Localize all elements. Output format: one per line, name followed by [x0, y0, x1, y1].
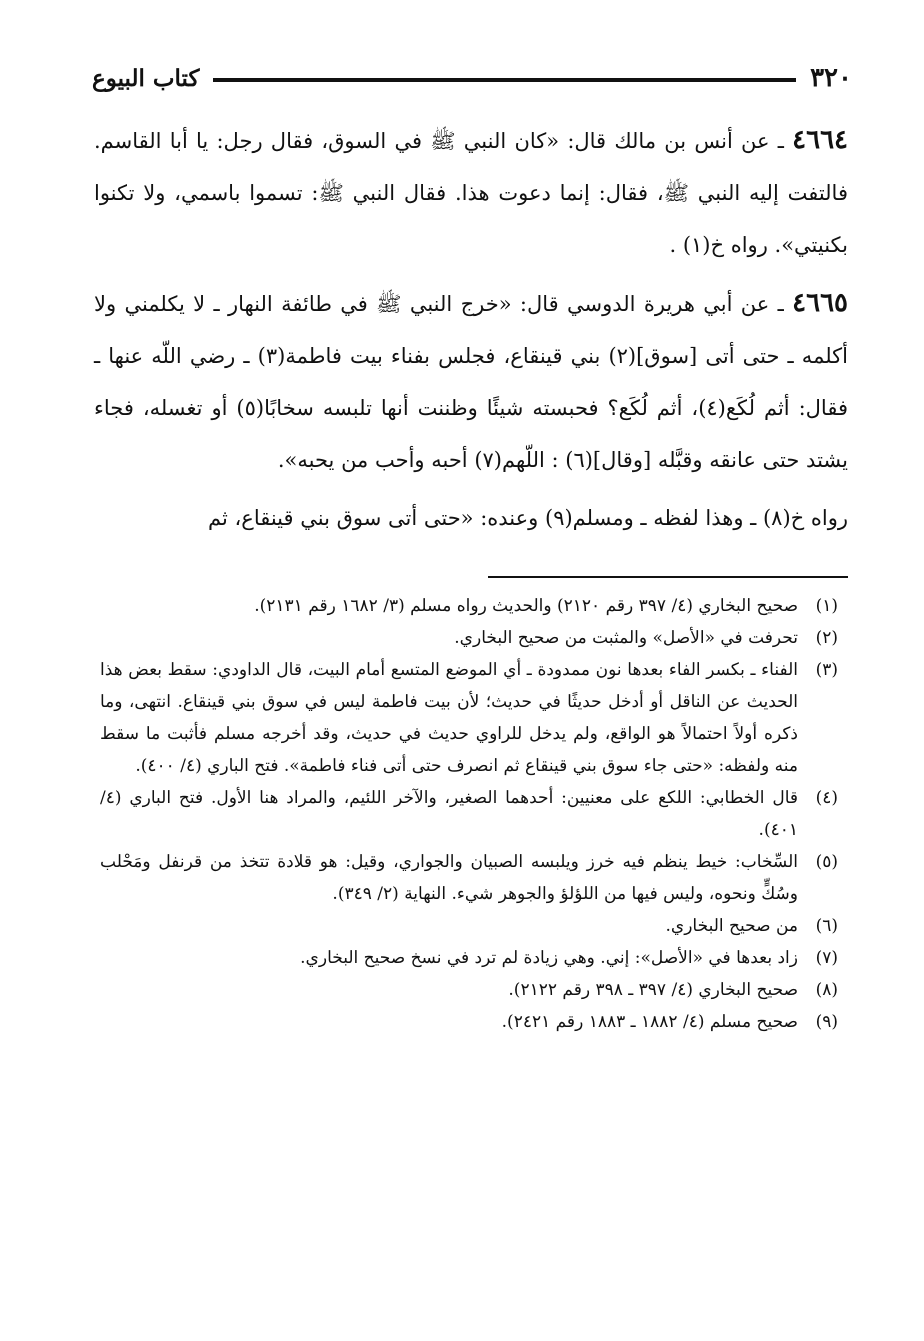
book-title: كتاب البيوع	[92, 64, 200, 92]
page-number: ٣٢٠	[810, 63, 852, 93]
hadith-text: ـ عن أبي هريرة الدوسي قال: «خرج النبي ﷺ في طائفة النهار ـ لا يكلمني ولا أكلمه ـ حتى أتى [سوق](٢) بني قينقاع، فجلس بفناء بيت فاطمة(٣) ـ رضي اللّه عنها ـ فقال: أثم لُكَع(٤)، أثم لُكَع؟ فحبسته شيئًا وظننت أنها تلبسه سخابًا(٥) أو تغسله، فجاء يشتد حتى عانقه وقبَّله [وقال](٦) : اللّهم(٧) أحبه وأحب من يحبه».	[94, 292, 848, 472]
footnote-item	[100, 654, 838, 782]
footnote-item	[100, 910, 838, 942]
footnote-text: صحيح البخاري (٤/ ٣٩٧ ـ ٣٩٨ رقم ٢١٢٢).	[508, 980, 798, 1000]
footnote-number: (٢)	[815, 628, 838, 648]
footnote-text: صحيح مسلم (٤/ ١٨٨٢ ـ ١٨٨٣ رقم ٢٤٢١).	[501, 1012, 798, 1032]
footnote-item	[100, 974, 838, 1006]
footnote-text: السِّخاب: خيط ينظم فيه خرز ويلبسه الصبيان والجواري، وقيل: هو قلادة تتخذ من قرنفل ومَحْلب وسُكٍّ ونحوه، وليس فيها من اللؤلؤ والجوهر شيء. النهاية (٢/ ٣٤٩).	[100, 852, 798, 904]
page-header	[92, 58, 852, 98]
footnote-text: تحرفت في «الأصل» والمثبت من صحيح البخاري.	[454, 628, 798, 648]
footnote-item	[100, 782, 838, 846]
header-rule	[213, 78, 796, 82]
footnote-item	[100, 590, 838, 622]
hadith-text: ـ عن أنس بن مالك قال: «كان النبي ﷺ في السوق، فقال رجل: يا أبا القاسم. فالتفت إليه النبي ﷺ، فقال: إنما دعوت هذا. فقال النبي ﷺ: تسموا باسمي، ولا تكنوا بكنيتي». رواه خ(١) .	[94, 129, 848, 257]
hadith-text: رواه خ(٨) ـ وهذا لفظه ـ ومسلم(٩) وعنده: «حتى أتى سوق بني قينقاع، ثم	[208, 506, 848, 530]
hadith-entry	[94, 277, 848, 486]
footnote-text: من صحيح البخاري.	[665, 916, 798, 936]
footnote-number: (٣)	[815, 660, 838, 680]
footnote-item	[100, 846, 838, 910]
footnote-item	[100, 1006, 838, 1038]
hadith-number: ٤٦٦٤	[792, 125, 848, 155]
footnote-text: زاد بعدها في «الأصل»: إني. وهي زيادة لم ترد في نسخ صحيح البخاري.	[300, 948, 798, 968]
footnote-number: (٤)	[815, 788, 838, 808]
footnote-number: (٨)	[815, 980, 838, 1000]
footnote-divider	[488, 576, 848, 578]
footnote-number: (٥)	[815, 852, 838, 872]
hadith-number: ٤٦٦٥	[792, 288, 848, 318]
footnote-item	[100, 622, 838, 654]
hadith-entry	[94, 114, 848, 271]
footnote-number: (٦)	[815, 916, 838, 936]
footnote-text: صحيح البخاري (٤/ ٣٩٧ رقم ٢١٢٠) والحديث رواه مسلم (٣/ ١٦٨٢ رقم ٢١٣١).	[254, 596, 798, 616]
footnotes	[100, 590, 838, 1038]
footnote-text: قال الخطابي: اللكع على معنيين: أحدهما الصغير، والآخر اللئيم، والمراد هنا الأول. فتح الباري (٤/ ٤٠١).	[100, 788, 798, 840]
footnote-item	[100, 942, 838, 974]
footnote-number: (٧)	[815, 948, 838, 968]
main-text	[94, 114, 848, 550]
footnote-number: (١)	[815, 596, 838, 616]
footnote-text: الفناء ـ بكسر الفاء بعدها نون ممدودة ـ أي الموضع المتسع أمام البيت، قال الداودي: سقط بعض هذا الحديث عن الناقل أو أدخل حديثًا في حديث؛ لأن بيت فاطمة ليس في سوق بني قينقاع. انتهى، وما ذكره أولاً احتمالاً هو الواقع، ولم يدخل للراوي حديث في حديث، وقد أخرجه مسلم فأثبت ما سقط منه ولفظه: «حتى جاء سوق بني قينقاع ثم انصرف حتى أتى فناء فاطمة». فتح الباري (٤/ ٤٠٠).	[100, 660, 798, 776]
footnote-number: (٩)	[815, 1012, 838, 1032]
hadith-continuation	[94, 492, 848, 544]
